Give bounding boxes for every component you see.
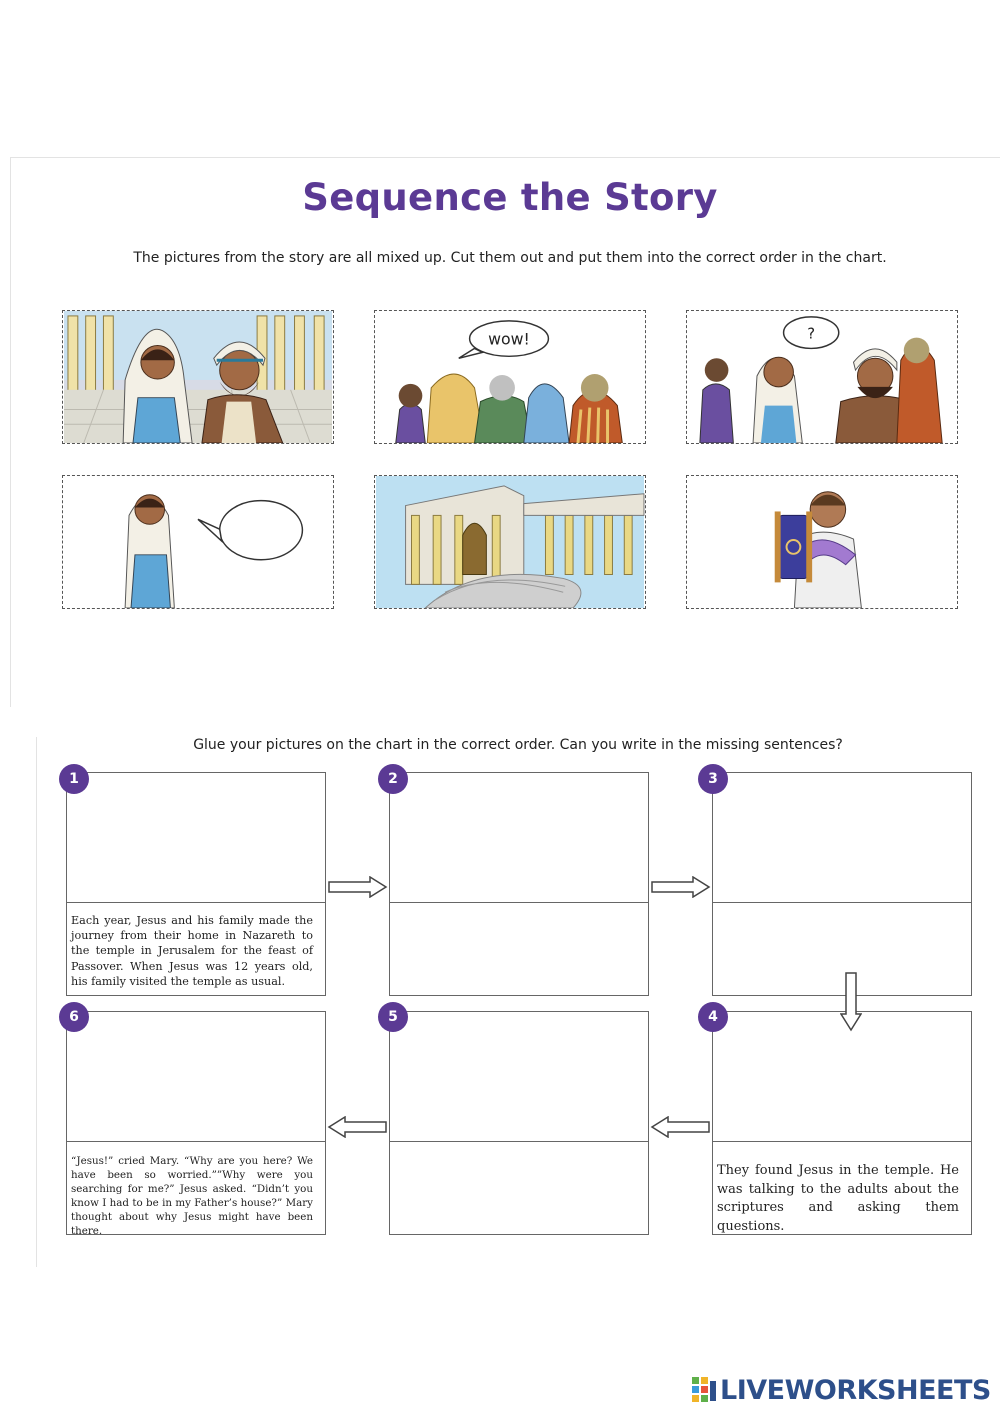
instruction-chart: Glue your pictures on the chart in the correct order. Can you write in the missing sentences? [193, 737, 843, 753]
chart-sentence-1: Each year, Jesus and his family made the journey from their home in Nazareth to the temple in Jerusalem for the feast of Passover. When Jesus was 12 years old, his family visited the temple as usual. [71, 914, 313, 988]
step-number-2: 2 [378, 764, 408, 794]
box-divider [67, 1141, 325, 1142]
picture-card-2[interactable] [374, 310, 646, 444]
picture-card-5[interactable] [374, 475, 646, 609]
page-title: Sequence the Story [302, 176, 718, 219]
step-number-3: 3 [698, 764, 728, 794]
svg-text:?: ? [807, 325, 816, 343]
chart-box-2 [389, 772, 649, 996]
arrow-right-icon [328, 876, 388, 898]
liveworksheets-grid-icon [692, 1377, 718, 1403]
step-number-6: 6 [59, 1002, 89, 1032]
box-divider [713, 1141, 971, 1142]
step-number-4: 4 [698, 1002, 728, 1032]
arrow-down-icon [840, 972, 862, 1032]
step-number-1: 1 [59, 764, 89, 794]
chart-box-1 [66, 772, 326, 996]
chart-sentence-4: They found Jesus in the temple. He was talking to the adults about the scriptures and asking them questions. [717, 1163, 959, 1234]
chart-sentence-6: “Jesus!” cried Mary. “Why are you here? We have been so worried.””Why were you searching for me?” Jesus asked. “Didn’t you know I had to be in my Father’s house?” Mary thought about why Jesus might have been there. [71, 1155, 313, 1237]
box-divider [390, 1141, 648, 1142]
logo-text: LIVEWORKSHEETS [720, 1374, 991, 1406]
arrow-left-icon [650, 1116, 710, 1138]
crowd-wow-icon [375, 311, 645, 443]
frame-top-line [10, 157, 1000, 158]
mary-joseph-temple-icon [63, 311, 333, 443]
liveworksheets-logo[interactable] [692, 1374, 991, 1406]
boy-scroll-icon [687, 476, 957, 608]
svg-text:wow!: wow! [488, 329, 530, 349]
temple-icon [375, 476, 645, 608]
frame-left-line [10, 157, 11, 707]
chart-box-6 [66, 1011, 326, 1235]
chart-box-4 [712, 1011, 972, 1235]
box-divider [713, 902, 971, 903]
picture-card-6[interactable] [686, 475, 958, 609]
step-number-5: 5 [378, 1002, 408, 1032]
instruction-top: The pictures from the story are all mixed up. Cut them out and put them into the correct order in the chart. [133, 250, 887, 266]
chart-box-5 [389, 1011, 649, 1235]
picture-card-1[interactable] [62, 310, 334, 444]
box-divider [390, 902, 648, 903]
frame-left-line-lower [36, 737, 37, 1267]
box-divider [67, 902, 325, 903]
arrow-right-icon [651, 876, 711, 898]
chart-box-3 [712, 772, 972, 996]
family-question-icon [687, 311, 957, 443]
picture-card-4[interactable] [62, 475, 334, 609]
picture-card-3[interactable] [686, 310, 958, 444]
mary-speech-bubble-icon [63, 476, 333, 608]
arrow-left-icon [327, 1116, 387, 1138]
